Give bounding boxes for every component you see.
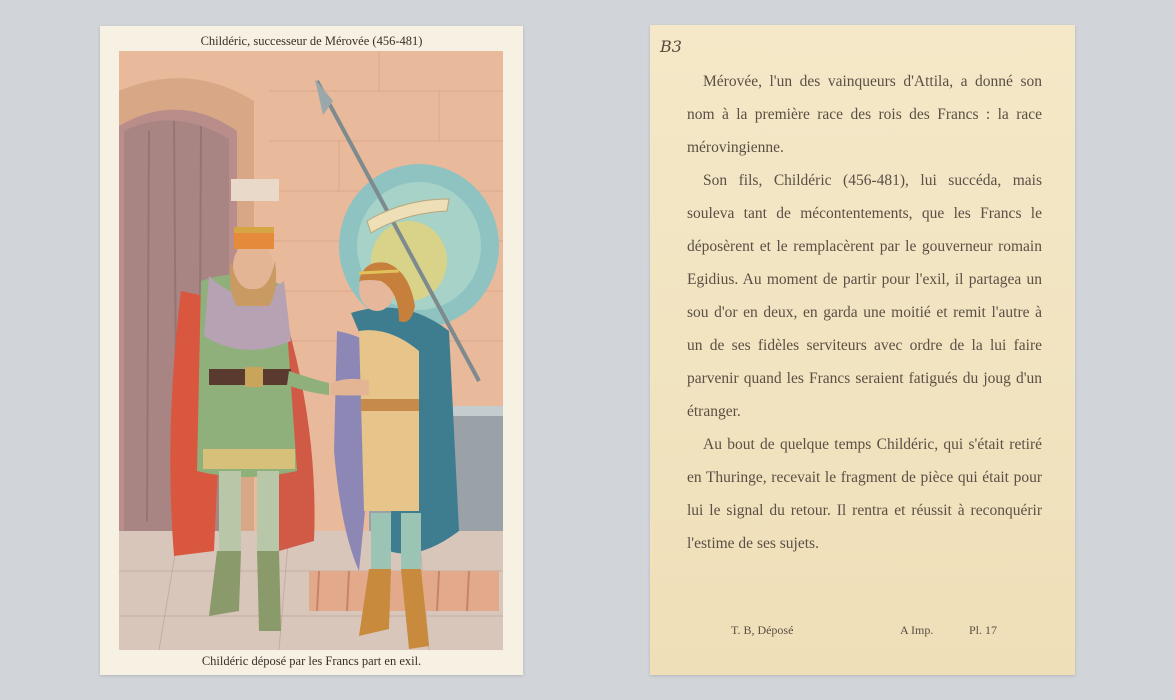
paragraph-1: Mérovée, l'un des vainqueurs d'Attila, a donné son nom à la première race des rois des Francs : la race mérovingienne.: [687, 73, 1042, 156]
illustration: [119, 51, 503, 650]
front-caption-top: Childéric, successeur de Mérovée (456-481): [200, 34, 423, 48]
footer-plate-number: Pl. 17: [969, 623, 998, 637]
footer-deposit: T. B, Déposé: [731, 623, 794, 637]
back-text: [687, 65, 1042, 560]
handwritten-mark: B3: [660, 37, 682, 56]
front-card: [100, 26, 523, 675]
footer-printer: A Imp.: [900, 623, 934, 637]
paragraph-2: Son fils, Childéric (456-481), lui succéda, mais souleva tant de mécontentements, que les Francs le déposèrent et le remplacèrent par le gouverneur romain Egidius. Au moment de partir pour l'exil, il partagea un sou d'or en deux, en garda une moitié et remit l'autre à un de ses fidèles serviteurs avec ordre de la lui faire parvenir quand les Francs seraient fatigués du joug d'un étranger.: [687, 172, 1042, 420]
back-card: [650, 25, 1075, 675]
front-caption-bottom: Childéric déposé par les Francs part en exil.: [201, 654, 422, 668]
paragraph-3: Au bout de quelque temps Childéric, qui s'était retiré en Thuringe, recevait le fragment de pièce qui était pour lui le signal du retour. Il rentra et réussit à reconquérir l'estime de ses sujets.: [687, 436, 1042, 552]
